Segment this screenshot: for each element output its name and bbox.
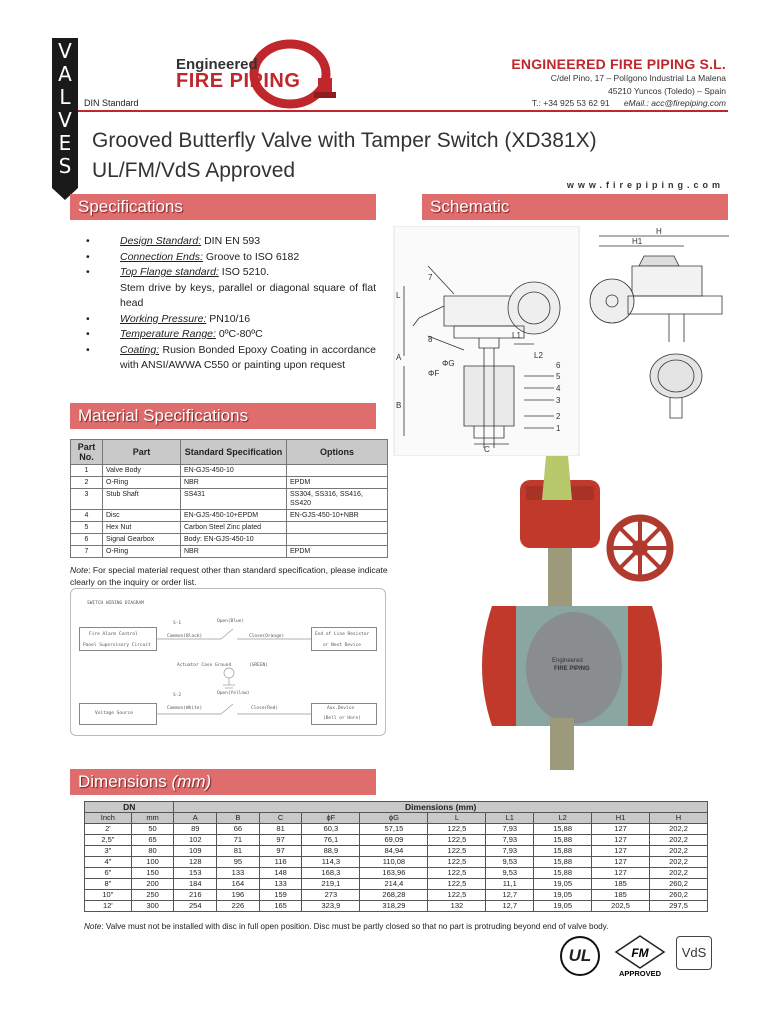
wiring-label: S-1 — [173, 621, 182, 626]
material-table — [70, 439, 388, 558]
schematic-label: 5 — [556, 372, 561, 381]
table-row — [85, 890, 708, 901]
table-cell: Carbon Steel Zinc plated — [181, 522, 287, 534]
table-cell: 9,53 — [486, 868, 534, 879]
fm-approved-icon — [608, 934, 672, 978]
wiring-label: (Bell or Horn) — [323, 716, 361, 721]
col-header: mm — [131, 813, 174, 824]
table-cell: 254 — [174, 901, 217, 912]
table-cell: 3 — [71, 489, 103, 510]
schematic-label: 4 — [556, 384, 561, 393]
table-cell: EPDM — [287, 546, 388, 558]
col-header: L1 — [486, 813, 534, 824]
table-cell: 15,88 — [534, 846, 592, 857]
table-cell: 12,7 — [486, 901, 534, 912]
spec-label: Connection Ends: — [120, 250, 203, 263]
company-name: ENGINEERED FIRE PIPING S.L. — [511, 56, 726, 72]
table-cell: EN-GJS-450-10+EPDM — [181, 510, 287, 522]
table-cell: 122,5 — [428, 868, 486, 879]
table-cell: 114,3 — [302, 857, 360, 868]
table-header-row — [85, 802, 708, 813]
table-cell: O-Ring — [103, 477, 181, 489]
din-standard-label: DIN Standard — [84, 98, 139, 108]
table-cell: 202,2 — [650, 857, 708, 868]
tab-letter: V — [58, 39, 72, 63]
wiring-label: Close(Orange) — [249, 634, 285, 639]
table-row — [85, 901, 708, 912]
table-row — [85, 824, 708, 835]
spec-label: Working Pressure: — [120, 312, 207, 325]
title-line-1: Grooved Butterfly Valve with Tamper Switch (XD381X) — [92, 129, 597, 152]
table-row — [71, 477, 388, 489]
table-cell — [287, 522, 388, 534]
table-cell: 50 — [131, 824, 174, 835]
schematic-label: 2 — [556, 412, 561, 421]
table-cell: 260,2 — [650, 890, 708, 901]
table-cell: 19,05 — [534, 890, 592, 901]
table-cell: 153 — [174, 868, 217, 879]
col-header: ϕF — [302, 813, 360, 824]
note-text: : Valve must not be installed with disc in full open position. Disc must be partly closed so that no part is protruding beyond end of valve body. — [101, 922, 609, 931]
wiring-lines-icon — [71, 589, 387, 737]
table-cell: 81 — [217, 846, 260, 857]
specifications-list — [86, 234, 376, 374]
table-cell: 116 — [259, 857, 302, 868]
company-phone: T.: +34 925 53 62 91 — [531, 98, 610, 108]
wiring-label: Common(White) — [167, 706, 203, 711]
wiring-label: Voltage Source — [95, 711, 133, 716]
website-link[interactable]: www.firepiping.com — [566, 180, 724, 190]
wiring-label: or Next Device — [323, 643, 361, 648]
table-cell: 8" — [85, 879, 132, 890]
spec-value: Rusion Bonded Epoxy Coating in accordance with ANSI/AWWA C550 or painting upon request — [120, 343, 377, 371]
dimensions-banner-unit: (mm) — [171, 772, 212, 791]
schematic-label: ΦG — [442, 359, 455, 368]
spec-value: DIN EN 593 — [204, 235, 261, 247]
note-text: : For special material request other than standard specification, please indicate clearly on the inquiry or order list. — [70, 565, 388, 587]
table-cell: Valve Body — [103, 465, 181, 477]
table-cell: 133 — [217, 868, 260, 879]
specifications-banner: Specifications — [70, 194, 376, 220]
group-header-dimensions: Dimensions (mm) — [174, 802, 708, 813]
table-cell: 109 — [174, 846, 217, 857]
table-cell: 81 — [259, 824, 302, 835]
wiring-label: Common(Black) — [167, 634, 203, 639]
company-address-1: C/del Pino, 17 – Polígono Industrial La Malena — [550, 73, 726, 83]
table-cell: 202,2 — [650, 824, 708, 835]
table-cell: NBR — [181, 477, 287, 489]
table-cell: 127 — [592, 868, 650, 879]
ul-listed-icon: UL — [560, 936, 600, 976]
vds-icon: VdS — [676, 936, 712, 970]
table-cell: 12,7 — [486, 890, 534, 901]
tab-letter: A — [58, 62, 72, 86]
schematic-label: H1 — [632, 237, 643, 246]
table-cell: 164 — [217, 879, 260, 890]
table-cell: 19,05 — [534, 901, 592, 912]
valves-side-tab — [52, 38, 78, 188]
table-cell: 97 — [259, 835, 302, 846]
table-cell: EN-GJS-450-10 — [181, 465, 287, 477]
table-cell: 132 — [428, 901, 486, 912]
schematic-label: L — [396, 291, 401, 300]
table-cell — [287, 534, 388, 546]
table-cell: 127 — [592, 846, 650, 857]
table-cell: 65 — [131, 835, 174, 846]
table-cell: 2,5" — [85, 835, 132, 846]
col-header: Inch — [85, 813, 132, 824]
table-cell: 110,08 — [360, 857, 428, 868]
table-cell: 97 — [259, 846, 302, 857]
page-title — [92, 126, 597, 186]
table-cell: 159 — [259, 890, 302, 901]
schematic-label: 3 — [556, 396, 561, 405]
table-row — [85, 857, 708, 868]
col-header: L2 — [534, 813, 592, 824]
col-header: A — [174, 813, 217, 824]
tab-letter: L — [59, 85, 71, 109]
wiring-label: End of Line Resistor — [315, 632, 370, 637]
company-info — [511, 56, 726, 108]
table-cell: 7,93 — [486, 846, 534, 857]
table-cell: 122,5 — [428, 857, 486, 868]
tab-letter: V — [58, 108, 72, 132]
table-cell: 76,1 — [302, 835, 360, 846]
col-header: B — [217, 813, 260, 824]
table-row — [85, 846, 708, 857]
table-cell: 168,3 — [302, 868, 360, 879]
wiring-label: Open(Blue) — [217, 619, 245, 624]
spec-value: ISO 5210. — [221, 266, 270, 278]
table-cell: 202,5 — [592, 901, 650, 912]
spec-item — [86, 327, 376, 343]
table-cell: 10" — [85, 890, 132, 901]
installation-note — [84, 922, 608, 931]
table-cell: 165 — [259, 901, 302, 912]
table-cell: 88,9 — [302, 846, 360, 857]
dimensions-table — [84, 801, 708, 912]
table-cell: 4 — [71, 510, 103, 522]
table-cell: 15,88 — [534, 857, 592, 868]
dimensions-banner-title: Dimensions — [78, 772, 167, 791]
spec-item — [86, 343, 376, 374]
col-header: Part No. — [71, 440, 103, 465]
col-header: H1 — [592, 813, 650, 824]
col-header: Options — [287, 440, 388, 465]
schematic-label: 1 — [556, 424, 561, 433]
table-cell: 15,88 — [534, 868, 592, 879]
logo-text-fire-piping: FIRE PIPING — [176, 70, 301, 92]
photo-logo-text: FIRE PIPING — [554, 666, 590, 672]
table-cell: Hex Nut — [103, 522, 181, 534]
table-cell: 300 — [131, 901, 174, 912]
col-header: C — [259, 813, 302, 824]
table-cell: 122,5 — [428, 846, 486, 857]
table-cell: 69,09 — [360, 835, 428, 846]
wiring-label: Close(Red) — [251, 706, 279, 711]
wiring-label: Actuator Case Ground — [177, 663, 232, 668]
spec-item — [86, 265, 376, 281]
col-header: Part — [103, 440, 181, 465]
table-cell: 7 — [71, 546, 103, 558]
table-cell: 150 — [131, 868, 174, 879]
table-cell: 11,1 — [486, 879, 534, 890]
table-row — [71, 522, 388, 534]
logo-text-engineered: Engineered — [176, 56, 258, 73]
wiring-label: Open(Yellow) — [217, 691, 250, 696]
table-cell: SS304, SS316, SS416, SS420 — [287, 489, 388, 510]
schematic-label: 6 — [556, 361, 561, 370]
valve-product-image — [464, 456, 680, 776]
spec-item — [86, 312, 376, 328]
note-label: Note — [70, 565, 89, 575]
table-cell: 57,15 — [360, 824, 428, 835]
schematic-banner: Schematic — [422, 194, 728, 220]
wiring-label: (GREEN) — [249, 663, 268, 668]
fm-text: FM — [631, 946, 649, 960]
dimensions-banner — [70, 769, 376, 795]
table-cell: 122,5 — [428, 879, 486, 890]
header-divider — [78, 110, 728, 112]
spec-item — [86, 234, 376, 250]
table-cell: 273 — [302, 890, 360, 901]
table-cell: 127 — [592, 835, 650, 846]
table-cell: 71 — [217, 835, 260, 846]
table-subheader-row — [85, 813, 708, 824]
table-cell: 15,88 — [534, 824, 592, 835]
table-cell: 163,96 — [360, 868, 428, 879]
material-banner: Material Specifications — [70, 403, 376, 429]
table-cell: 202,2 — [650, 868, 708, 879]
table-cell: 9,53 — [486, 857, 534, 868]
tab-letter: S — [58, 154, 72, 178]
table-cell — [287, 465, 388, 477]
col-header: L — [428, 813, 486, 824]
table-cell: 226 — [217, 901, 260, 912]
table-cell: 19,05 — [534, 879, 592, 890]
table-cell: 260,2 — [650, 879, 708, 890]
table-row — [71, 489, 388, 510]
switch-wiring-diagram — [70, 588, 386, 736]
table-cell: 2' — [85, 824, 132, 835]
table-cell: 216 — [174, 890, 217, 901]
table-header-row — [71, 440, 388, 465]
table-cell: SS431 — [181, 489, 287, 510]
photo-logo-text: Engineered — [552, 658, 583, 664]
table-cell: 122,5 — [428, 824, 486, 835]
table-cell: 200 — [131, 879, 174, 890]
table-cell: 127 — [592, 824, 650, 835]
table-cell: 12' — [85, 901, 132, 912]
table-row — [85, 879, 708, 890]
spec-value: Groove to ISO 6182 — [205, 250, 300, 263]
table-cell: Stub Shaft — [103, 489, 181, 510]
note-label: Note — [84, 922, 102, 931]
fm-approved-text: APPROVED — [618, 969, 662, 978]
col-header: H — [650, 813, 708, 824]
spec-value: PN10/16 — [209, 312, 251, 325]
table-cell: 4" — [85, 857, 132, 868]
company-email[interactable]: eMail.: acc@firepiping.com — [623, 98, 726, 108]
table-cell: 95 — [217, 857, 260, 868]
spec-item: Stem drive by keys, parallel or diagonal square of flat head — [120, 281, 376, 309]
table-cell: 102 — [174, 835, 217, 846]
table-cell: EN-GJS-450-10+NBR — [287, 510, 388, 522]
table-cell: 7,93 — [486, 824, 534, 835]
wiring-label: Aux.Device — [327, 706, 355, 711]
table-row — [71, 465, 388, 477]
table-row — [85, 868, 708, 879]
table-cell: 1 — [71, 465, 103, 477]
table-cell: 100 — [131, 857, 174, 868]
wiring-label: S-2 — [173, 693, 182, 698]
table-row — [85, 835, 708, 846]
table-cell: 268,28 — [360, 890, 428, 901]
wiring-label: Panel Supervisory Circuit — [83, 643, 151, 648]
schematic-label: C — [484, 445, 490, 454]
schematic-label: 7 — [428, 273, 433, 282]
spec-label: Design Standard: — [120, 235, 202, 247]
tab-letter: E — [58, 131, 72, 155]
group-header-dn: DN — [85, 802, 174, 813]
table-cell: 185 — [592, 890, 650, 901]
table-row — [71, 510, 388, 522]
col-header: Standard Specification — [181, 440, 287, 465]
schematic-label: H — [656, 227, 662, 236]
schematic-label: ΦF — [428, 369, 440, 378]
table-cell: 318,29 — [360, 901, 428, 912]
table-cell: 3" — [85, 846, 132, 857]
spec-label: Coating: — [120, 343, 160, 356]
table-cell: 323,9 — [302, 901, 360, 912]
schematic-label: 8 — [428, 335, 433, 344]
table-row — [71, 546, 388, 558]
table-cell: 60,3 — [302, 824, 360, 835]
table-row — [71, 534, 388, 546]
table-cell: 7,93 — [486, 835, 534, 846]
spec-value: 0ºC-80ºC — [218, 328, 263, 340]
table-cell: 15,88 — [534, 835, 592, 846]
table-cell: 122,5 — [428, 835, 486, 846]
schematic-label: B — [396, 401, 402, 410]
spec-label: Top Flange standard: — [120, 266, 219, 278]
table-cell: 66 — [217, 824, 260, 835]
table-cell: 2 — [71, 477, 103, 489]
table-cell: 133 — [259, 879, 302, 890]
title-line-2: UL/FM/VdS Approved — [92, 159, 296, 182]
col-header: ϕG — [360, 813, 428, 824]
table-cell: Disc — [103, 510, 181, 522]
table-cell: 202,2 — [650, 846, 708, 857]
table-cell: 214,4 — [360, 879, 428, 890]
schematic-label: L1 — [512, 331, 521, 340]
table-cell: 6 — [71, 534, 103, 546]
table-cell: 5 — [71, 522, 103, 534]
wiring-label: Fire Alarm Control — [89, 632, 138, 637]
company-address-2: 45210 Yuncos (Toledo) – Spain — [608, 86, 726, 96]
table-cell: 202,2 — [650, 835, 708, 846]
table-cell: 84,94 — [360, 846, 428, 857]
table-cell: 250 — [131, 890, 174, 901]
table-cell: 148 — [259, 868, 302, 879]
table-cell: 6" — [85, 868, 132, 879]
table-cell: 80 — [131, 846, 174, 857]
table-cell: NBR — [181, 546, 287, 558]
table-cell: 127 — [592, 857, 650, 868]
table-cell: 128 — [174, 857, 217, 868]
spec-item — [86, 250, 376, 266]
table-cell: 196 — [217, 890, 260, 901]
schematic-label: L2 — [534, 351, 543, 360]
valve-schematic-drawing — [384, 226, 734, 456]
table-cell: 297,5 — [650, 901, 708, 912]
table-cell: 89 — [174, 824, 217, 835]
table-cell: O-Ring — [103, 546, 181, 558]
table-cell: 122,5 — [428, 890, 486, 901]
table-cell: 185 — [592, 879, 650, 890]
company-contact — [511, 98, 726, 108]
material-note — [70, 564, 388, 588]
table-cell: 184 — [174, 879, 217, 890]
wiring-title: SWITCH WIRING DIAGRAM — [87, 601, 144, 606]
schematic-label: A — [396, 353, 402, 362]
table-cell: 219,1 — [302, 879, 360, 890]
table-cell: Signal Gearbox — [103, 534, 181, 546]
spec-label: Temperature Range: — [120, 328, 216, 340]
table-cell: EPDM — [287, 477, 388, 489]
table-cell: Body: EN-GJS-450-10 — [181, 534, 287, 546]
